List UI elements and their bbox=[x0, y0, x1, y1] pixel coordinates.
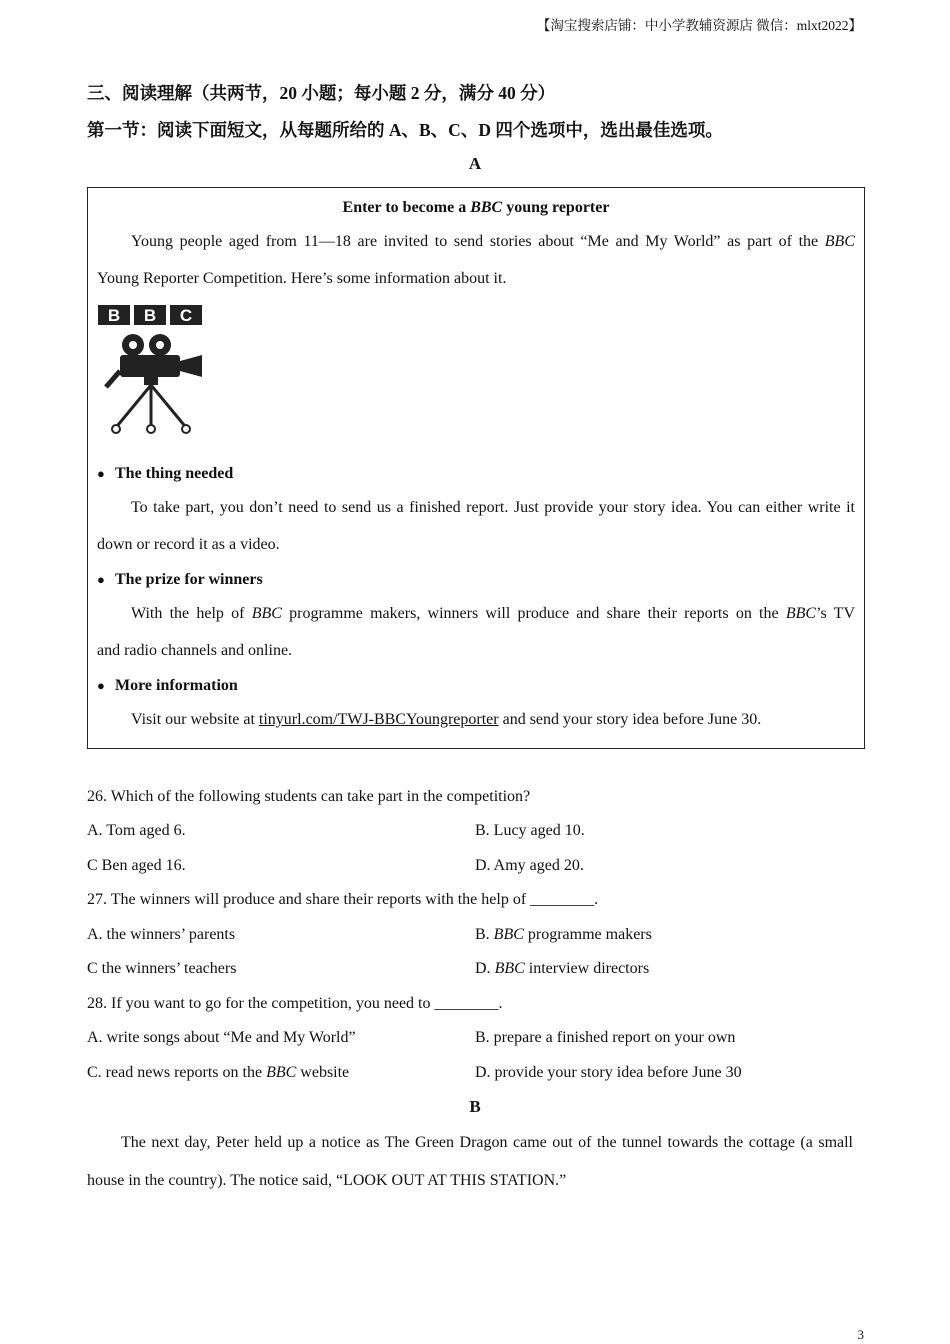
logo-letter-3: C bbox=[179, 306, 193, 325]
bullet2-line1: With the help of BBC programme makers, winners will produce and share their reports on the BBC’s TV bbox=[131, 605, 856, 622]
bullet-more-info: ● More information bbox=[97, 677, 238, 694]
bbc-camera-logo bbox=[98, 305, 204, 435]
page-number: 3 bbox=[857, 1327, 864, 1342]
passage-a-intro-line2: Young Reporter Competition. Here’s some information about it. bbox=[97, 270, 507, 287]
website-link[interactable]: tinyurl.com/TWJ-BBCYoungreporter bbox=[258, 711, 499, 728]
q27-option-d: D. BBC interview directors bbox=[475, 960, 650, 977]
bullet-thing-needed: ● The thing needed bbox=[97, 465, 234, 482]
passage-a-label: A bbox=[468, 154, 482, 173]
passage-a-box bbox=[87, 187, 865, 749]
question-27-stem: 27. The winners will produce and share their reports with the help of ________. bbox=[87, 891, 599, 908]
q28-option-c: C. read news reports on the BBC website bbox=[87, 1064, 350, 1081]
q28-option-a: A. write songs about “Me and My World” bbox=[87, 1029, 356, 1046]
bullet-prize: ● The prize for winners bbox=[97, 571, 263, 588]
section-title: 三、阅读理解（共两节，20 小题；每小题 2 分，满分 40 分） bbox=[87, 83, 556, 103]
bullet1-line1: To take part, you don’t need to send us a finished report. Just provide your story idea. You can either write it bbox=[131, 499, 855, 516]
bullet1-line2: down or record it as a video. bbox=[97, 536, 280, 553]
bullet2-line2: and radio channels and online. bbox=[97, 642, 293, 659]
passage-b-line2: house in the country). The notice said, “LOOK OUT AT THIS STATION.” bbox=[87, 1172, 567, 1189]
header-note: 【淘宝搜索店铺：中小学教辅资源店 微信：mlxt2022】 bbox=[536, 18, 862, 33]
q28-option-d: D. provide your story idea before June 30 bbox=[475, 1064, 742, 1081]
passage-b-line1: The next day, Peter held up a notice as The Green Dragon came out of the tunnel towards the cottage (a small bbox=[121, 1134, 853, 1151]
q27-option-b: B. BBC programme makers bbox=[475, 926, 652, 943]
q27-option-c: C the winners’ teachers bbox=[87, 960, 237, 977]
question-28-stem: 28. If you want to go for the competition, you need to ________. bbox=[87, 995, 503, 1012]
q28-option-b: B. prepare a finished report on your own bbox=[475, 1029, 736, 1046]
q26-option-b: B. Lucy aged 10. bbox=[475, 822, 585, 839]
passage-a-intro-line1: Young people aged from 11—18 are invited to send stories about “Me and My World” as part of the BBC bbox=[131, 233, 855, 250]
q26-option-c: C Ben aged 16. bbox=[87, 857, 186, 874]
q26-option-a: A. Tom aged 6. bbox=[87, 822, 186, 839]
passage-b-label: B bbox=[469, 1097, 481, 1116]
section-subtitle: 第一节：阅读下面短文，从每题所给的 A、B、C、D 四个选项中，选出最佳选项。 bbox=[87, 120, 723, 140]
logo-letter-1: B bbox=[107, 306, 121, 325]
bullet3-line: Visit our website at tinyurl.com/TWJ-BBCYoungreporter and send your story idea before June 30. bbox=[131, 711, 762, 728]
logo-letter-2: B bbox=[143, 306, 157, 325]
q27-option-a: A. the winners’ parents bbox=[87, 926, 236, 943]
passage-a-title: Enter to become a BBC young reporter bbox=[342, 199, 610, 216]
q26-option-d: D. Amy aged 20. bbox=[475, 857, 584, 874]
question-26-stem: 26. Which of the following students can take part in the competition? bbox=[87, 788, 531, 805]
